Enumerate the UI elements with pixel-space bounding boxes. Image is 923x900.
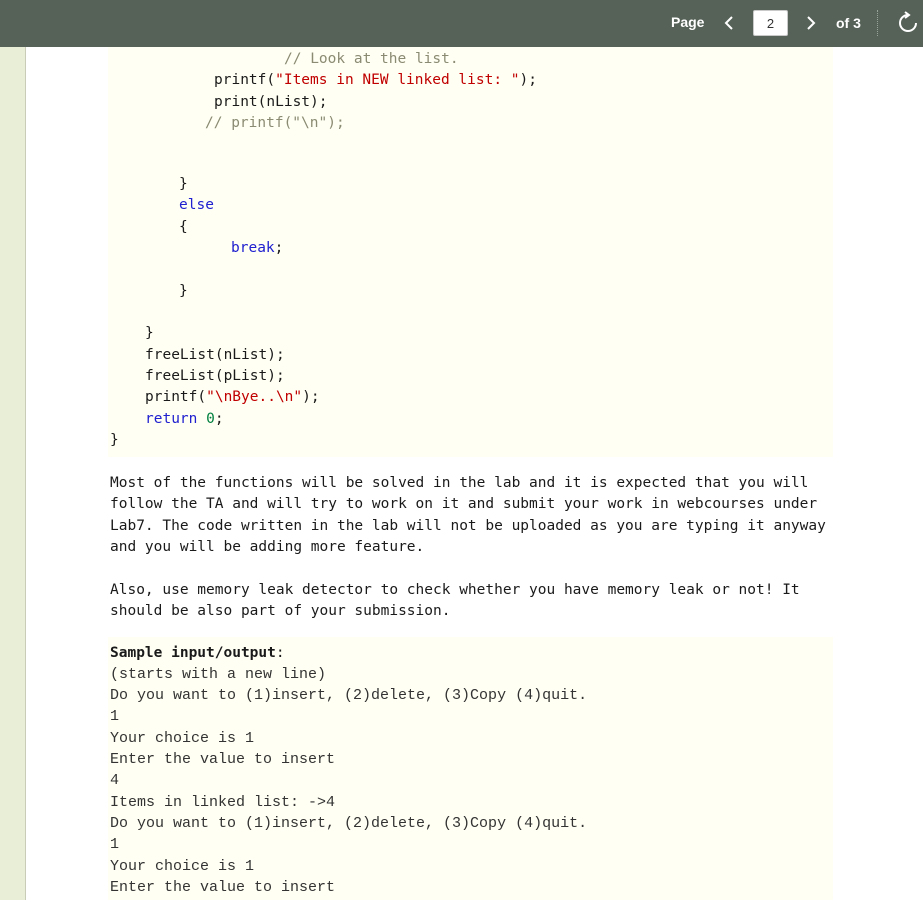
code-line: print(nList); — [214, 94, 328, 110]
code-line: // printf("\n"); — [205, 115, 345, 131]
paragraph-line: Lab7. The code written in the lab will not be uploaded as you are typing it anyway — [110, 518, 826, 534]
total-pages-label: of 3 — [836, 15, 861, 31]
sample-line: Enter the value to insert — [110, 751, 336, 768]
sample-line: Do you want to (1)insert, (2)delete, (3)Copy (4)quit. — [110, 815, 588, 832]
code-line: else — [179, 197, 214, 213]
code-line: printf("\nBye..\n"); — [145, 389, 320, 405]
sample-line: Items in linked list: ->4 — [110, 794, 336, 811]
toolbar-divider — [877, 10, 878, 36]
sample-line: 1 — [110, 836, 120, 853]
code-line: break; — [231, 240, 284, 256]
page-number-input[interactable] — [753, 10, 788, 36]
code-line: { — [179, 219, 188, 235]
paragraph-line: Most of the functions will be solved in the lab and it is expected that you will — [110, 475, 809, 491]
code-line: } — [145, 325, 154, 341]
code-line: } — [110, 432, 119, 448]
next-page-button[interactable] — [800, 10, 822, 36]
sample-line: Your choice is 1 — [110, 858, 255, 875]
code-line: return 0; — [145, 411, 224, 427]
paragraph-line: and you will be adding more feature. — [110, 539, 425, 555]
sample-line: Do you want to (1)insert, (2)delete, (3)Copy (4)quit. — [110, 687, 588, 704]
sample-heading: Sample input/output: — [110, 645, 285, 661]
page-label: Page — [671, 14, 705, 30]
chevron-left-icon — [723, 15, 735, 31]
code-line: } — [179, 283, 188, 299]
sample-line: Enter the value to insert — [110, 879, 336, 896]
code-line: freeList(nList); — [145, 347, 285, 363]
sample-line: 1 — [110, 708, 120, 725]
pdf-toolbar — [0, 0, 923, 47]
code-line: freeList(pList); — [145, 368, 285, 384]
sample-line: 4 — [110, 772, 120, 789]
paragraph-line: should be also part of your submission. — [110, 603, 451, 619]
previous-page-button[interactable] — [718, 10, 740, 36]
code-line: // Look at the list. — [284, 51, 459, 67]
refresh-icon — [896, 11, 920, 35]
left-margin-bar — [0, 47, 26, 900]
paragraph-line: follow the TA and will try to work on it and submit your work in webcourses under — [110, 496, 818, 512]
sample-line: (starts with a new line) — [110, 666, 327, 683]
paragraph-line: Also, use memory leak detector to check whether you have memory leak or not! It — [110, 582, 800, 598]
code-line: } — [179, 176, 188, 192]
sample-line: Your choice is 1 — [110, 730, 255, 747]
chevron-right-icon — [805, 15, 817, 31]
refresh-button[interactable] — [896, 11, 922, 37]
document-page — [26, 47, 923, 900]
code-line: printf("Items in NEW linked list: "); — [214, 72, 538, 88]
